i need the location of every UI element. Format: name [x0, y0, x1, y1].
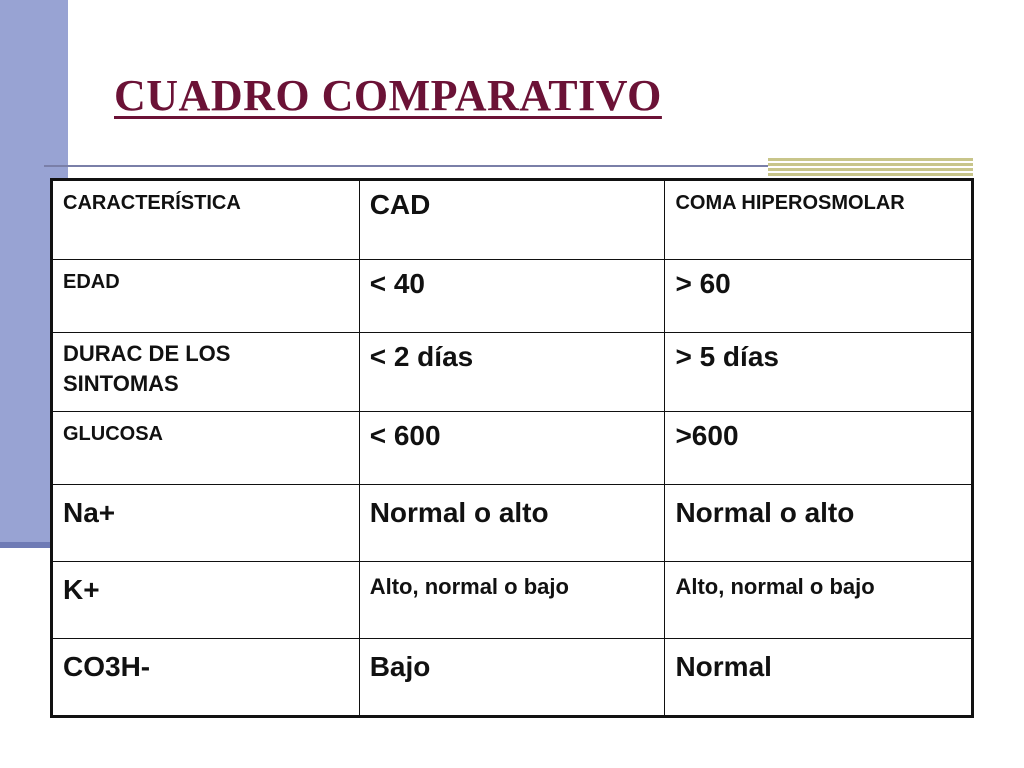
table-cell: > 60: [665, 260, 973, 333]
table-cell: Alto, normal o bajo: [359, 562, 665, 639]
table-cell: CARACTERÍSTICA: [52, 180, 360, 260]
decorative-stripes: [768, 158, 973, 180]
table-cell: Alto, normal o bajo: [665, 562, 973, 639]
slide-title: CUADRO COMPARATIVO: [114, 71, 662, 120]
table-row: [52, 639, 973, 717]
table-cell: K+: [52, 562, 360, 639]
table-cell: EDAD: [52, 260, 360, 333]
table-row: [52, 260, 973, 333]
table-row: [52, 485, 973, 562]
table-cell: Normal o alto: [359, 485, 665, 562]
table-row: [52, 562, 973, 639]
table-cell: Normal o alto: [665, 485, 973, 562]
table-cell: > 5 días: [665, 333, 973, 412]
comparison-table: [50, 178, 974, 718]
table-cell: DURAC DE LOS SINTOMAS: [52, 333, 360, 412]
table-cell: < 600: [359, 412, 665, 485]
table-row: [52, 333, 973, 412]
table-cell: CAD: [359, 180, 665, 260]
table-cell: GLUCOSA: [52, 412, 360, 485]
title-divider-line: [44, 165, 784, 167]
table-cell: COMA HIPEROSMOLAR: [665, 180, 973, 260]
table-cell: < 40: [359, 260, 665, 333]
table-cell: Bajo: [359, 639, 665, 717]
table-cell: < 2 días: [359, 333, 665, 412]
table-row-header: [52, 180, 973, 260]
table-cell: Normal: [665, 639, 973, 717]
table-cell: >600: [665, 412, 973, 485]
table-cell: CO3H-: [52, 639, 360, 717]
table-cell: Na+: [52, 485, 360, 562]
table-row: [52, 412, 973, 485]
